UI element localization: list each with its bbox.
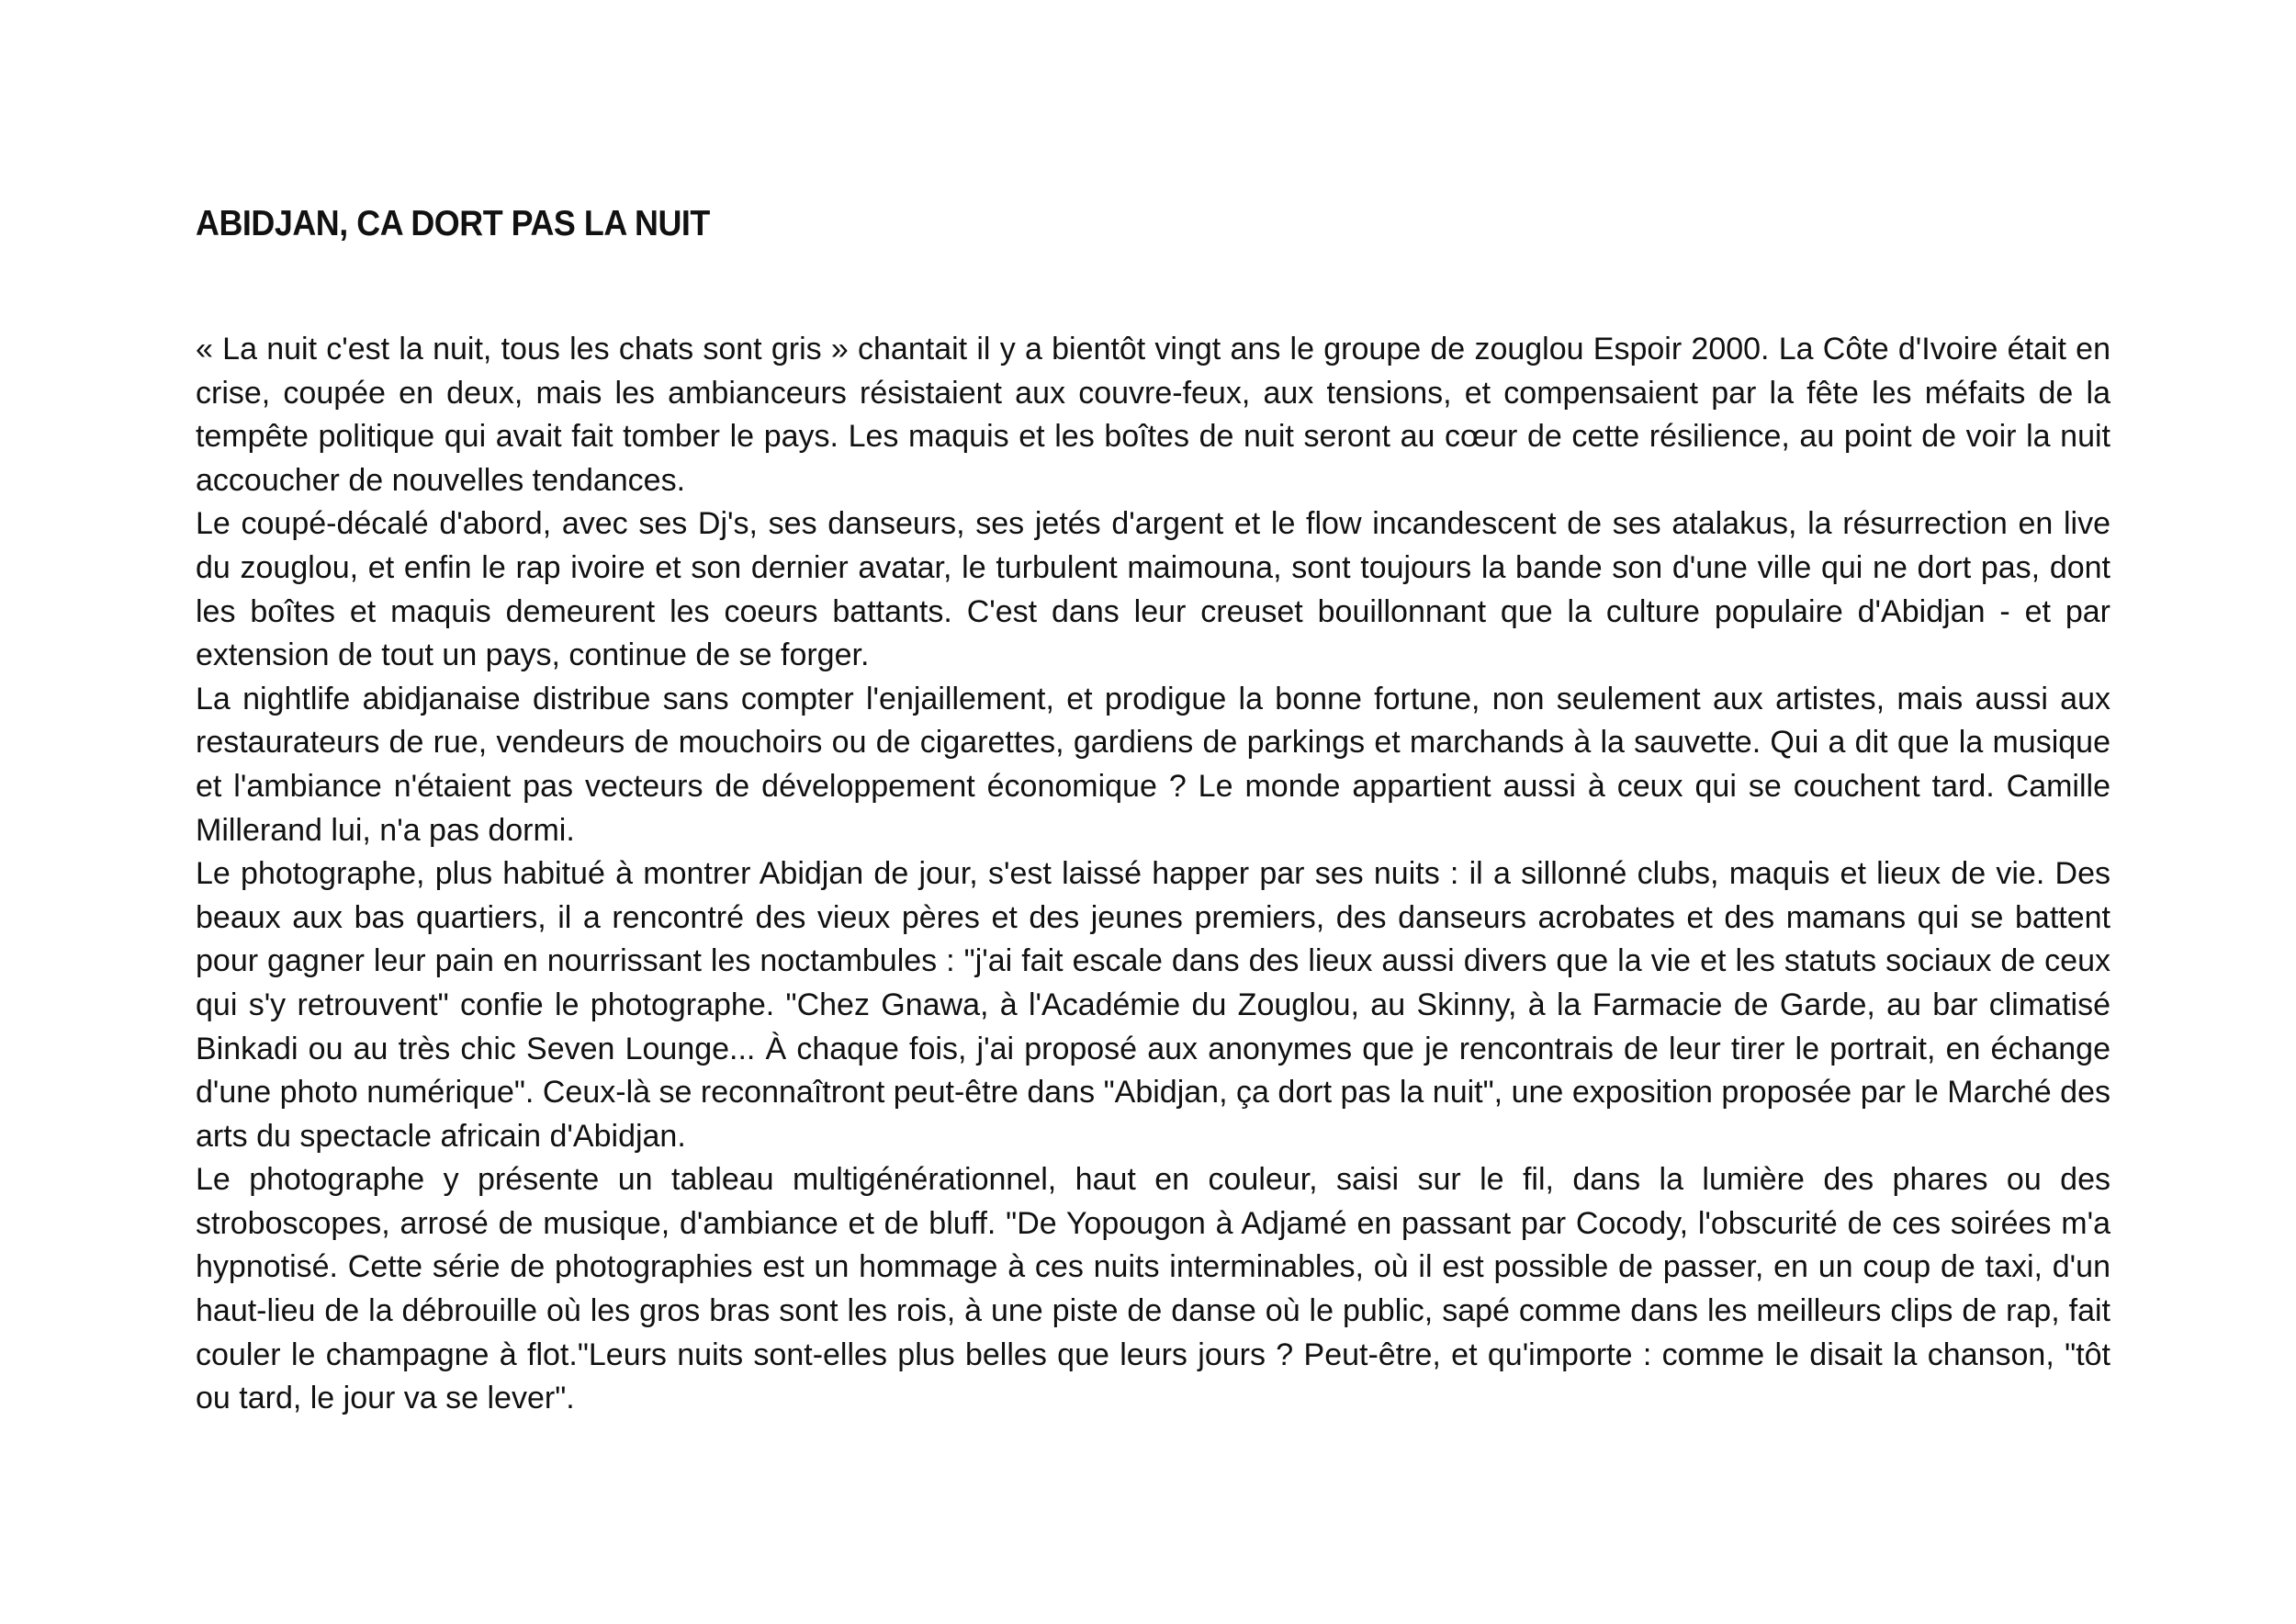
document-title: ABIDJAN, CA DORT PAS LA NUIT: [196, 204, 710, 243]
paragraph-3: La nightlife abidjanaise distribue sans compter l'enjaillement, et prodigue la bonne fortune, non seulement aux artistes, mais aussi aux restaurateurs de rue, vendeurs de mouchoirs ou de cigarettes, gardiens de parkings et marchands à la sauvette. Qui a dit que la musique et l'ambiance n'étaient pas vecteurs de développement économique ? Le monde appartient aussi à ceux qui se couchent tard. Camille Millerand lui, n'a pas dormi.: [196, 681, 2110, 848]
paragraph-5: Le photographe y présente un tableau multigénérationnel, haut en couleur, saisi sur le fil, dans la lumière des phares ou des stroboscopes, arrosé de musique, d'ambiance et de bluff. "De Yopougon à Adjamé en passant par Cocody, l'obscurité de ces soirées m'a hypnotisé. Cette série de photographies est un hommage à ces nuits interminables, où il est possible de passer, en un coup de taxi, d'un haut-lieu de la débrouille où les gros bras sont les rois, à une piste de danse où le public, sapé comme dans les meilleurs clips de rap, fait couler le champagne à flot."Leurs nuits sont-elles plus belles que leurs jours ? Peut-être, et qu'importe : comme le disait la chanson, "tôt ou tard, le jour va se lever".: [196, 1162, 2110, 1416]
paragraph-4: Le photographe, plus habitué à montrer Abidjan de jour, s'est laissé happer par ses nuits : il a sillonné clubs, maquis et lieux de vie. Des beaux aux bas quartiers, il a rencontré des vieux pères et des jeunes premiers, des danseurs acrobates et des mamans qui se battent pour gagner leur pain en nourrissant les noctambules : "j'ai fait escale dans des lieux aussi divers que la vie et les statuts sociaux de ceux qui s'y retrouvent" confie le photographe. "Chez Gnawa, à l'Académie du Zouglou, au Skinny, à la Farmacie de Garde, au bar climatisé Binkadi ou au très chic Seven Lounge... À chaque fois, j'ai proposé aux anonymes que je rencontrais de leur tirer le portrait, en échange d'une photo numérique". Ceux-là se reconnaîtront peut-être dans "Abidjan, ça dort pas la nuit", une exposition proposée par le Marché des arts du spectacle africain d'Abidjan.: [196, 856, 2110, 1154]
document-body: [196, 328, 2110, 1421]
paragraph-2: Le coupé-décalé d'abord, avec ses Dj's, ses danseurs, ses jetés d'argent et le flow incandescent de ses atalakus, la résurrection en live du zouglou, et enfin le rap ivoire et son dernier avatar, le turbulent maimouna, sont toujours la bande son d'une ville qui ne dort pas, dont les boîtes et maquis demeurent les coeurs battants. C'est dans leur creuset bouillonnant que la culture populaire d'Abidjan - et par extension de tout un pays, continue de se forger.: [196, 506, 2110, 673]
paragraph-1: « La nuit c'est la nuit, tous les chats sont gris » chantait il y a bientôt vingt ans le groupe de zouglou Espoir 2000. La Côte d'Ivoire était en crise, coupée en deux, mais les ambianceurs résistaient aux couvre-feux, aux tensions, et compensaient par la fête les méfaits de la tempête politique qui avait fait tomber le pays. Les maquis et les boîtes de nuit seront au cœur de cette résilience, au point de voir la nuit accoucher de nouvelles tendances.: [196, 332, 2110, 498]
